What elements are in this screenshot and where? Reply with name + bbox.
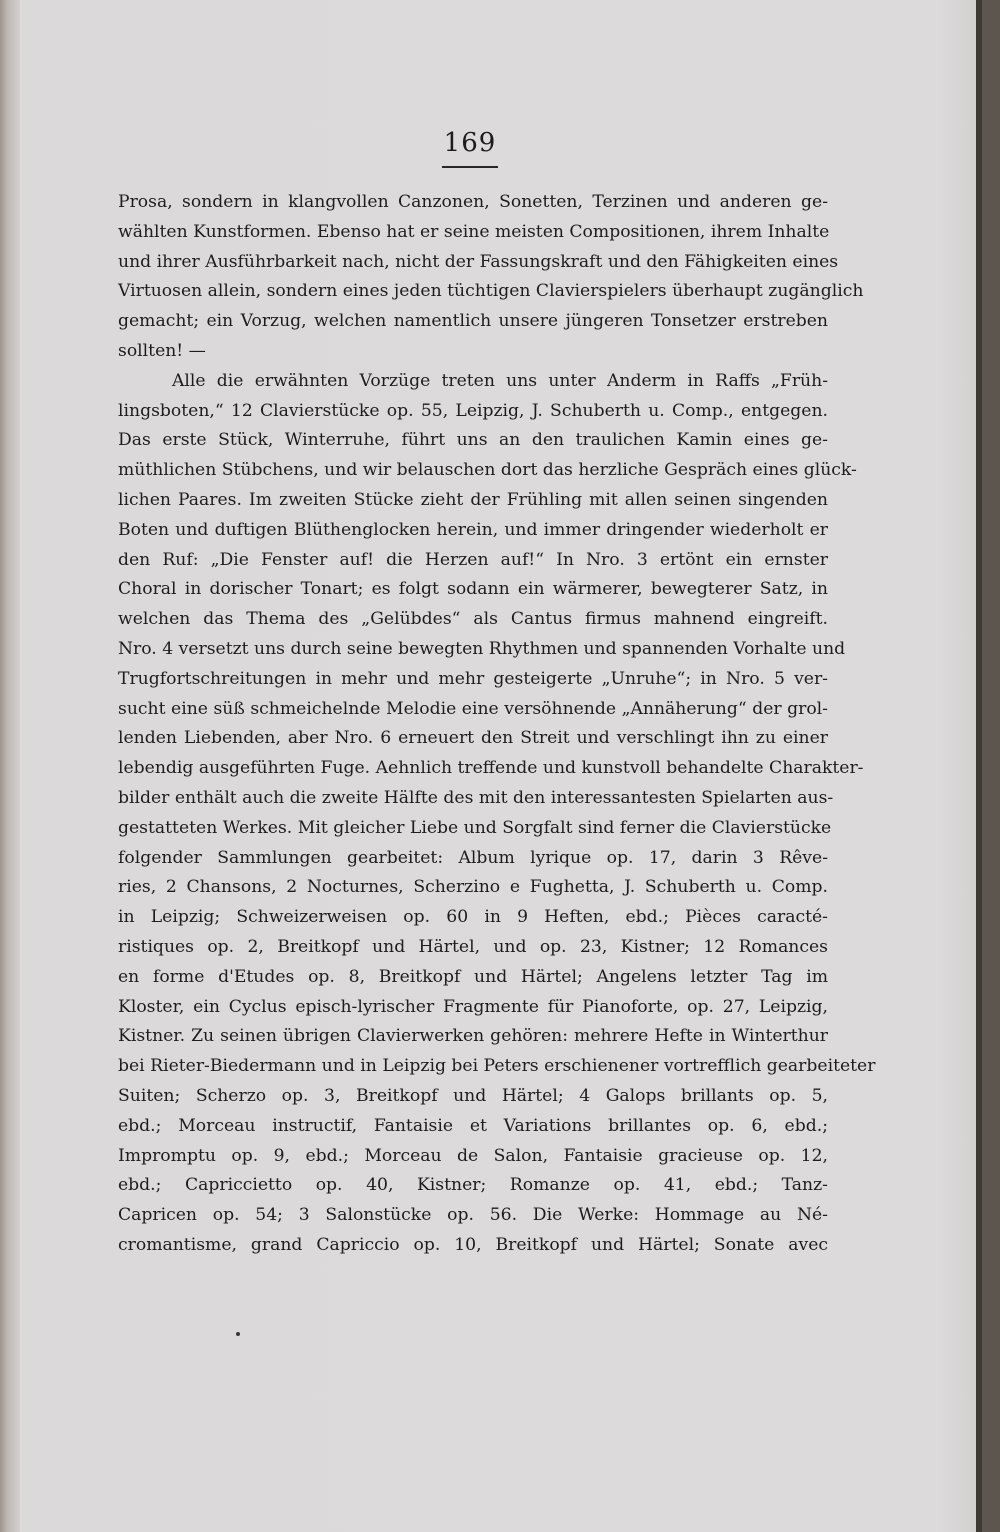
text-line: den Ruf: „Die Fenster auf! die Herzen auf!“ In Nro. 3 ertönt ein ernster: [118, 549, 828, 570]
text-line: lichen Paares. Im zweiten Stücke zieht der Frühling mit allen seinen singenden: [118, 489, 828, 510]
ink-speck: [236, 1332, 240, 1336]
text-line: bei Rieter-Biedermann und in Leipzig bei Peters erschienener vortrefflich gearbeiteter: [118, 1056, 876, 1077]
text-line: ries, 2 Chansons, 2 Nocturnes, Scherzino e Fughetta, J. Schuberth u. Comp.: [118, 877, 828, 898]
text-line: Kloster, ein Cyclus episch-lyrischer Fragmente für Pianoforte, op. 27, Leipzig,: [118, 996, 828, 1017]
text-line: lebendig ausgeführten Fuge. Aehnlich treffende und kunstvoll behandelte Charakter-: [118, 758, 864, 779]
text-line: und ihrer Ausführbarkeit nach, nicht der Fassungskraft und den Fähigkeiten eines: [118, 251, 839, 272]
text-line: lingsboten,“ 12 Clavierstücke op. 55, Leipzig, J. Schuberth u. Comp., entgegen.: [118, 400, 828, 421]
text-line: wählten Kunstformen. Ebenso hat er seine meisten Compositionen, ihrem Inhalte: [118, 221, 830, 242]
text-line: Trugfortschreitungen in mehr und mehr gesteigerte „Unruhe“; in Nro. 5 ver-: [118, 668, 828, 689]
text-line: gestatteten Werkes. Mit gleicher Liebe und Sorgfalt sind ferner die Clavierstücke: [118, 817, 832, 838]
text-line: bilder enthält auch die zweite Hälfte des mit den interessantesten Spielarten aus-: [118, 787, 834, 808]
page-gutter-shadow: [0, 0, 20, 1532]
text-line: müthlichen Stübchens, und wir belauschen dort das herzliche Gespräch eines glück-: [118, 460, 857, 481]
text-line: cromantisme, grand Capriccio op. 10, Breitkopf und Härtel; Sonate avec: [118, 1234, 828, 1255]
text-line: Nro. 4 versetzt uns durch seine bewegten Rhythmen und spannenden Vorhalte und: [118, 638, 846, 659]
text-line: en forme d'Etudes op. 8, Breitkopf und Härtel; Angelens letzter Tag im: [118, 966, 828, 987]
text-line: ebd.; Morceau instructif, Fantaisie et Variations brillantes op. 6, ebd.;: [118, 1115, 828, 1136]
body-text: [118, 188, 876, 1261]
text-line: Capricen op. 54; 3 Salonstücke op. 56. Die Werke: Hommage au Né-: [118, 1205, 828, 1226]
text-line: welchen das Thema des „Gelübdes“ als Cantus firmus mahnend eingreift.: [118, 609, 828, 630]
text-line: Das erste Stück, Winterruhe, führt uns an den traulichen Kamin eines ge-: [118, 430, 828, 451]
text-line: Kistner. Zu seinen übrigen Clavierwerken gehören: mehrere Hefte in Winterthur: [118, 1026, 828, 1047]
text-line: Boten und duftigen Blüthenglocken herein, und immer dringender wiederholt er: [118, 519, 828, 540]
text-line: lenden Liebenden, aber Nro. 6 erneuert den Streit und verschlingt ihn zu einer: [118, 728, 828, 749]
text-line: ristiques op. 2, Breitkopf und Härtel, und op. 23, Kistner; 12 Romances: [118, 936, 828, 957]
page-number: 169: [443, 128, 497, 158]
text-line: gemacht; ein Vorzug, welchen namentlich unsere jüngeren Tonsetzer erstreben: [118, 311, 828, 332]
text-line: sollten! —: [118, 340, 206, 361]
text-line: Virtuosen allein, sondern eines jeden tüchtigen Clavierspielers überhaupt zugänglich: [118, 281, 864, 302]
text-line: ebd.; Capriccietto op. 40, Kistner; Romanze op. 41, ebd.; Tanz-: [118, 1175, 828, 1196]
header-rule: [442, 166, 498, 168]
text-line: sucht eine süß schmeichelnde Melodie eine versöhnende „Annäherung“ der grol-: [118, 698, 828, 719]
text-line: in Leipzig; Schweizerweisen op. 60 in 9 Heften, ebd.; Pièces caracté-: [118, 907, 828, 928]
text-line: folgender Sammlungen gearbeitet: Album lyrique op. 17, darin 3 Rêve-: [118, 847, 828, 868]
text-line: Suiten; Scherzo op. 3, Breitkopf und Härtel; 4 Galops brillants op. 5,: [118, 1085, 828, 1106]
text-line: Impromptu op. 9, ebd.; Morceau de Salon, Fantaisie gracieuse op. 12,: [118, 1145, 828, 1166]
text-line: Choral in dorischer Tonart; es folgt sodann ein wärmerer, bewegterer Satz, in: [118, 579, 828, 600]
text-line: Prosa, sondern in klangvollen Canzonen, Sonetten, Terzinen und anderen ge-: [118, 192, 828, 212]
text-line: Alle die erwähnten Vorzüge treten uns unter Anderm in Raffs „Früh-: [172, 370, 828, 391]
